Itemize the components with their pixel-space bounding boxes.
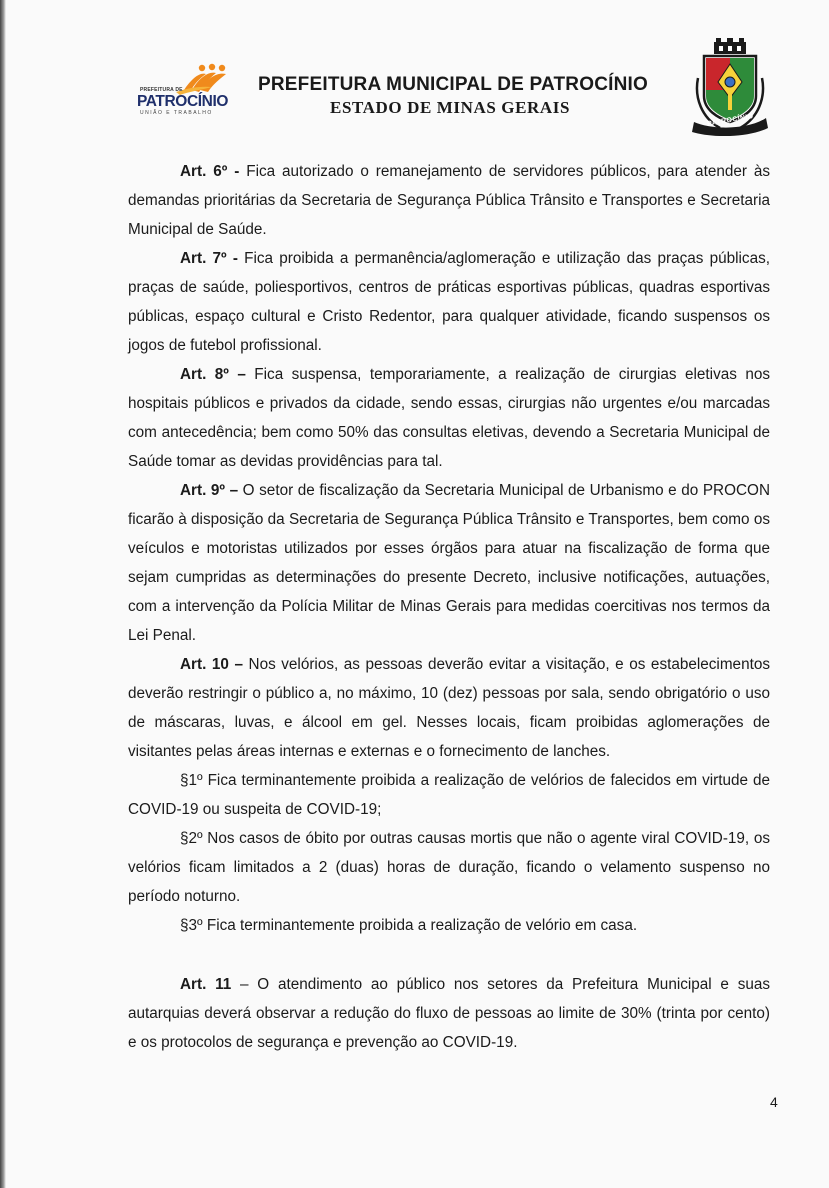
logo-wordmark: PATROCÍNIO xyxy=(137,93,229,110)
article-10 xyxy=(128,650,770,766)
article-6-text: Fica autorizado o remanejamento de servidores públicos, para atender às demandas prioritárias da Secretaria de Segurança Pública Trânsito e Transportes e Secretaria Municipal de Saúde. xyxy=(128,163,770,238)
article-7-label: Art. 7º - xyxy=(180,250,238,267)
article-7-text: Fica proibida a permanência/aglomeração e utilização das praças públicas, praças de saúde, poliesportivos, centros de práticas esportivas públicas, quadras esportivas públicas, espaço cultural e Cristo Redentor, para qualquer atividade, ficando suspensos os jogos de futebol profissional. xyxy=(128,250,770,354)
page-number: 4 xyxy=(770,1094,778,1110)
article-9-text: O setor de fiscalização da Secretaria Municipal de Urbanismo e do PROCON ficarão à disposição da Secretaria de Segurança Pública Trânsito e Transportes, bem como os veículos e motoristas utilizados por esses órgãos para atuar na fiscalização de forma que sejam cumpridas as determinações do presente Decreto, inclusive notificações, autuações, com a intervenção da Polícia Militar de Minas Gerais para medidas coercitivas nos termos da Lei Penal. xyxy=(128,482,770,644)
header-title: PREFEITURA MUNICIPAL DE PATROCÍNIO xyxy=(258,74,648,95)
article-11 xyxy=(128,970,770,1057)
logo-tagline: UNIÃO E TRABALHO xyxy=(140,110,213,116)
article-8-text: Fica suspensa, temporariamente, a realização de cirurgias eletivas nos hospitais públicos e privados da cidade, sendo essas, cirurgias não urgentes e/ou marcadas com antecedência; bem como 50% das consultas eletivas, devendo a Secretaria Municipal de Saúde tomar as devidas providências para tal. xyxy=(128,366,771,470)
page-shadow-edge xyxy=(0,0,6,1188)
article-11-text: – O atendimento ao público nos setores da Prefeitura Municipal e suas autarquias deverá observar a redução do fluxo de pessoas ao limite de 30% (trinta por cento) e os protocolos de segurança e prevenção ao COVID-19. xyxy=(128,976,771,1051)
article-7 xyxy=(128,244,770,360)
paragraph-3: §3º Fica terminantemente proibida a realização de velório em casa. xyxy=(180,917,638,934)
paragraph-1: §1º Fica terminantemente proibida a realização de velórios de falecidos em virtude de COVID-19 ou suspeita de COVID-19; xyxy=(128,772,770,818)
article-6-label: Art. 6º - xyxy=(180,163,240,180)
document-body xyxy=(128,157,770,1057)
article-11-label: Art. 11 xyxy=(180,976,232,993)
article-8-label: Art. 8º – xyxy=(180,366,246,383)
article-8 xyxy=(128,360,770,476)
header-subtitle: ESTADO DE MINAS GERAIS xyxy=(330,98,571,117)
article-9-label: Art. 9º – xyxy=(180,482,239,499)
article-10-label: Art. 10 – xyxy=(180,656,243,673)
paragraph-2: §2º Nos casos de óbito por outras causas mortis que não o agente viral COVID-19, os velórios ficam limitados a 2 (duas) horas de duração, ficando o velamento suspenso no período noturno. xyxy=(128,830,770,905)
document-header xyxy=(0,0,829,150)
crest-banner-text: PATROCÍNIO xyxy=(706,112,755,129)
article-9 xyxy=(128,476,770,650)
article-10-text: Nos velórios, as pessoas deverão evitar a visitação, e os estabelecimentos deverão restringir o público a, no máximo, 10 (dez) pessoas por sala, sendo obrigatório o uso de máscaras, luvas, e álcool em gel. Nesses locais, ficam proibidas aglomerações de visitantes pelas áreas internas e externas e o fornecimento de lanches. xyxy=(128,656,770,760)
article-6 xyxy=(128,157,770,244)
logo-small-text: PREFEITURA DE xyxy=(140,87,183,93)
